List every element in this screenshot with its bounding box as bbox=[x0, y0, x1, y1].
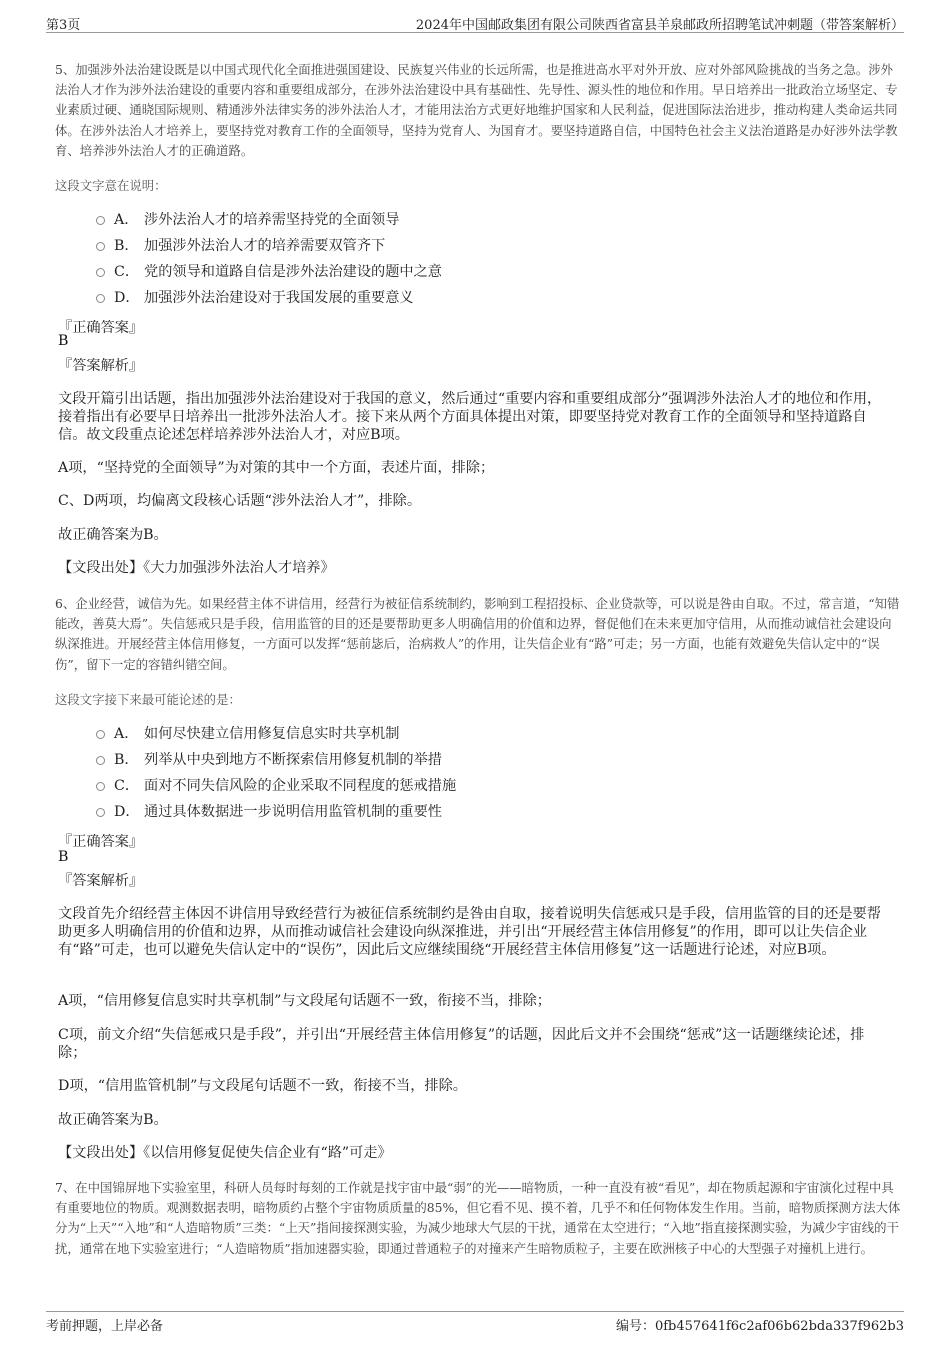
page-footer bbox=[46, 1311, 904, 1332]
radio-icon[interactable] bbox=[96, 756, 105, 765]
radio-icon[interactable] bbox=[96, 808, 105, 817]
analysis-paragraph: 文段首先介绍经营主体因不讲信用导致经营行为被征信系统制约是咎由自取，接着说明失信惩戒只是手段，信用监管的目的还是要帮助更多人明确信用的价值和边界，从而推动诚信社会建设向纵深推进，并引出“开展经营主体信用修复”的作用，即可以让失信企业有“路”可走，也可以避免失信认定中的“误伤”，因此后文应继续围绕“开展经营主体信用修复”这一话题进行论述，对应B项。 bbox=[58, 906, 881, 958]
radio-icon[interactable] bbox=[96, 242, 105, 251]
question-5-text: 5、加强涉外法治建设既是以中国式现代化全面推进强国建设、民族复兴伟业的长远所需，也是推进高水平对外开放、应对外部风险挑战的当务之急。涉外法治人才作为涉外法治建设的重要内容和重要组成部分，在涉外法治建设中具有基础性、先导性、源头性的地位和作用。早日培养出一批政治立场坚定、专业素质过硬、通晓国际规则、精通涉外法律实务的涉外法治人才，才能用法治方式更好地维护国家和人民利益，促进国际法治进步，推动构建人类命运共同体。在涉外法治人才培养上，要坚持党对教育工作的全面领导，坚持为党育人、为国育才。要坚持道路自信，中国特色社会主义法治道路是办好涉外法学教育、培养涉外法治人才的正确道路。 bbox=[55, 62, 898, 158]
question-7-text: 7、在中国锦屏地下实验室里，科研人员每时每刻的工作就是找宇宙中最“弱”的光——暗物质，一种一直没有被“看见”，却在物质起源和宇宙演化过程中具有重要地位的物质。观测数据表明，暗物质约占整个宇宙物质质量的85%，但它看不见、摸不着，几乎不和任何物体发生作用。当前，暗物质探测方法大体分为“上天”“入地”和“人造暗物质”三类：“上天”指间接探测实验，为减少地球大气层的干扰，通常在太空进行；“入地”指直接探测实验，为减少宇宙线的干扰，通常在地下实验室进行；“人造暗物质”指加速器实验，即通过普通粒子的对撞来产生暗物质粒子，主要在欧洲核子中心的大型强子对撞机上进行。 bbox=[55, 1180, 901, 1256]
option-d[interactable]: D． 加强涉外法治建设对于我国发展的重要意义 bbox=[96, 284, 442, 310]
option-b[interactable]: B． 加强涉外法治人才的培养需要双管齐下 bbox=[96, 232, 442, 258]
correct-answer: B bbox=[58, 849, 69, 865]
option-a[interactable]: A． 如何尽快建立信用修复信息实时共享机制 bbox=[96, 720, 456, 746]
document-title: 2024年中国邮政集团有限公司陕西省富县羊泉邮政所招聘笔试冲刺题（带答案解析） bbox=[415, 18, 904, 33]
correct-answer-label: 『正确答案』 bbox=[58, 320, 144, 336]
option-d[interactable]: D． 通过具体数据进一步说明信用监管机制的重要性 bbox=[96, 798, 456, 824]
analysis-paragraph: A项，“信用修复信息实时共享机制”与文段尾句话题不一致，衔接不当，排除； bbox=[58, 993, 551, 1009]
radio-icon[interactable] bbox=[96, 268, 105, 277]
option-c[interactable]: C． 党的领导和道路自信是涉外法治建设的题中之意 bbox=[96, 258, 442, 284]
analysis-paragraph: 文段开篇引出话题，指出加强涉外法治建设对于我国的意义，然后通过“重要内容和重要组成部分”强调涉外法治人才的地位和作用，接着指出有必要早日培养出一批涉外法治人才。接下来从两个方面具体提出对策，即要坚持党对教育工作的全面领导和坚持道路自信。故文段重点论述怎样培养涉外法治人才，对应B项。 bbox=[58, 391, 882, 443]
analysis-paragraph: 故正确答案为B。 bbox=[58, 1112, 168, 1128]
question-5-options bbox=[96, 206, 442, 310]
correct-answer: B bbox=[58, 333, 69, 349]
radio-icon[interactable] bbox=[96, 216, 105, 225]
document-code: 编号：0fb457641f6c2af06b62bda337f962b3 bbox=[615, 1319, 904, 1334]
radio-icon[interactable] bbox=[96, 294, 105, 303]
correct-answer-label: 『正确答案』 bbox=[58, 834, 144, 850]
analysis-paragraph: 故正确答案为B。 bbox=[58, 527, 168, 543]
question-6-options bbox=[96, 720, 456, 824]
radio-icon[interactable] bbox=[96, 730, 105, 739]
source-citation: 【文段出处】《大力加强涉外法治人才培养》 bbox=[58, 560, 335, 576]
page-header bbox=[46, 12, 904, 33]
analysis-label: 『答案解析』 bbox=[58, 873, 144, 889]
page-number: 第3页 bbox=[46, 18, 81, 33]
analysis-paragraph: D项，“信用监管机制”与文段尾句话题不一致，衔接不当，排除。 bbox=[58, 1078, 467, 1094]
option-c[interactable]: C． 面对不同失信风险的企业采取不同程度的惩戒措施 bbox=[96, 772, 456, 798]
radio-icon[interactable] bbox=[96, 782, 105, 791]
analysis-paragraph: C项，前文介绍“失信惩戒只是手段”，并引出“开展经营主体信用修复”的话题，因此后文并不会围绕“惩戒”这一话题继续论述，排除； bbox=[58, 1027, 865, 1061]
question-6-prompt: 这段文字接下来最可能论述的是： bbox=[55, 692, 241, 707]
option-b[interactable]: B． 列举从中央到地方不断探索信用修复机制的举措 bbox=[96, 746, 456, 772]
analysis-paragraph: C、D两项，均偏离文段核心话题“涉外法治人才”，排除。 bbox=[58, 493, 422, 509]
question-5-prompt: 这段文字意在说明： bbox=[55, 178, 167, 193]
footer-slogan: 考前押题，上岸必备 bbox=[46, 1319, 164, 1334]
analysis-paragraph: A项，“坚持党的全面领导”为对策的其中一个方面，表述片面，排除； bbox=[58, 460, 495, 476]
analysis-label: 『答案解析』 bbox=[58, 358, 144, 374]
source-citation: 【文段出处】《以信用修复促使失信企业有“路”可走》 bbox=[58, 1145, 392, 1161]
option-a[interactable]: A． 涉外法治人才的培养需坚持党的全面领导 bbox=[96, 206, 442, 232]
question-6-text: 6、企业经营，诚信为先。如果经营主体不讲信用，经营行为被征信系统制约，影响到工程招投标、企业贷款等，可以说是咎由自取。不过，常言道，“知错能改，善莫大焉”。失信惩戒只是手段，信用监管的目的还是要帮助更多人明确信用的价值和边界，督促他们在未来更加守信用，从而推动诚信社会建设向纵深推进。开展经营主体信用修复，一方面可以发挥“惩前毖后，治病救人”的作用，让失信企业有“路”可走；另一方面，也能有效避免失信认定中的“误伤”，留下一定的容错纠错空间。 bbox=[55, 596, 900, 672]
